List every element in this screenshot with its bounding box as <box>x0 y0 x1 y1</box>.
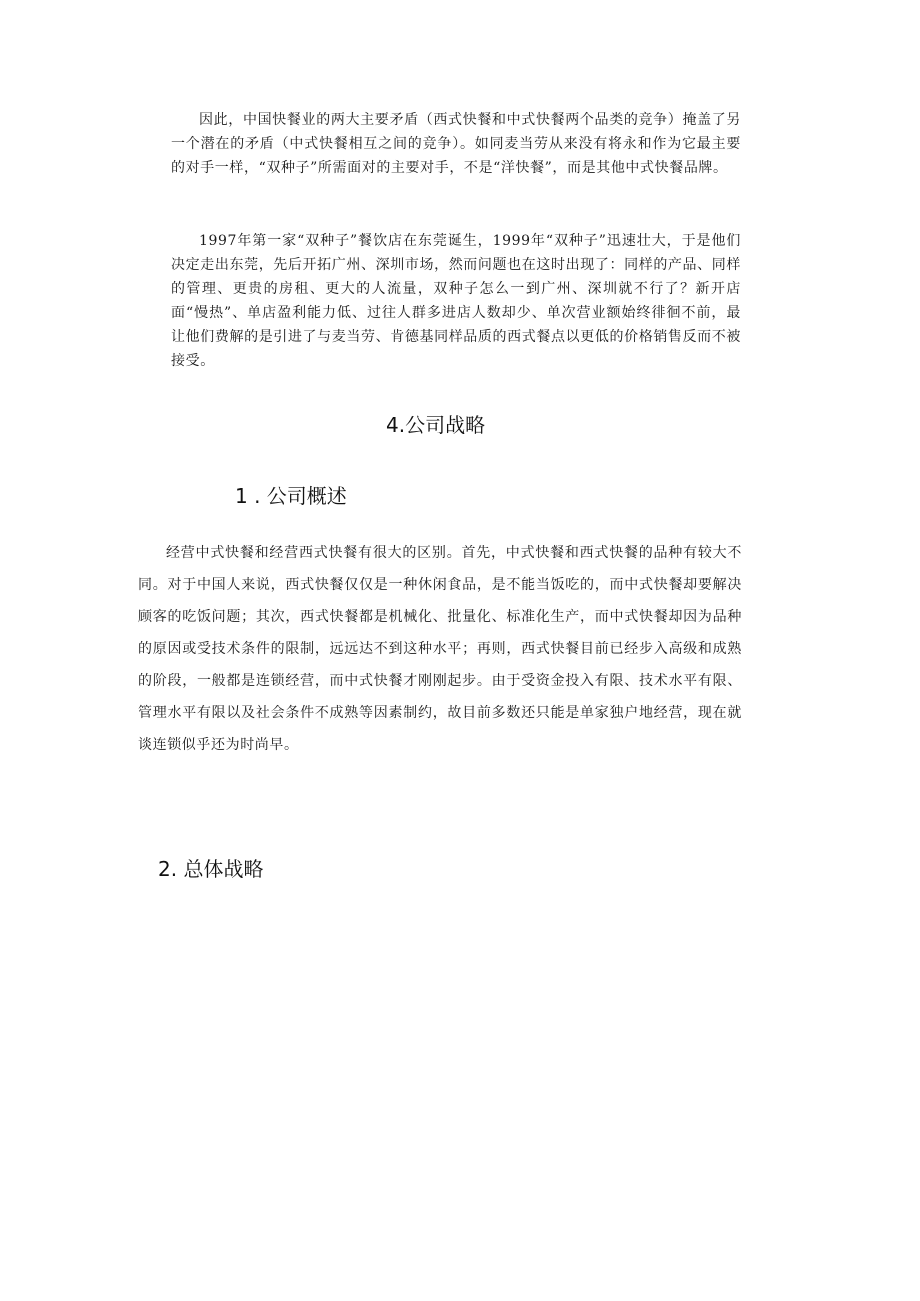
subsection-heading-company-overview: 1 . 公司概述 <box>235 484 347 508</box>
subsection-heading-overall-strategy: 2. 总体战略 <box>158 857 264 881</box>
paragraph-competition <box>171 108 741 180</box>
paragraph-overview <box>138 537 742 761</box>
paragraph-text: 因此，中国快餐业的两大主要矛盾（西式快餐和中式快餐两个品类的竞争）掩盖了另一个潜在的矛盾（中式快餐相互之间的竞争）。如同麦当劳从来没有将永和作为它最主要的对手一样，“双种子”所需面对的主要对手，不是“洋快餐”，而是其他中式快餐品牌。 <box>171 112 741 176</box>
paragraph-history <box>171 229 741 373</box>
paragraph-text: 经营中式快餐和经营西式快餐有很大的区别。首先，中式快餐和西式快餐的品种有较大不同。对于中国人来说，西式快餐仅仅是一种休闲食品，是不能当饭吃的，而中式快餐却要解决顾客的吃饭问题；其次，西式快餐都是机械化、批量化、标准化生产，而中式快餐却因为品种的原因或受技术条件的限制，远远达不到这种水平；再则，西式快餐目前已经步入高级和成熟的阶段，一般都是连锁经营，而中式快餐才刚刚起步。由于受资金投入有限、技术水平有限、管理水平有限以及社会条件不成熟等因素制约，故目前多数还只能是单家独户地经营，现在就谈连锁似乎还为时尚早。 <box>138 545 742 753</box>
paragraph-text: 1997年第一家“双种子”餐饮店在东莞诞生，1999年“双种子”迅速壮大，于是他们决定走出东莞，先后开拓广州、深圳市场，然而问题也在这时出现了：同样的产品、同样的管理、更贵的房租、更大的人流量，双种子怎么一到广州、深圳就不行了？新开店面“慢热”、单店盈利能力低、过往人群多进店人数却少、单次营业额始终徘徊不前，最让他们费解的是引进了与麦当劳、肯德基同样品质的西式餐点以更低的价格销售反而不被接受。 <box>171 233 741 369</box>
section-heading-company-strategy: 4.公司战略 <box>386 413 486 437</box>
